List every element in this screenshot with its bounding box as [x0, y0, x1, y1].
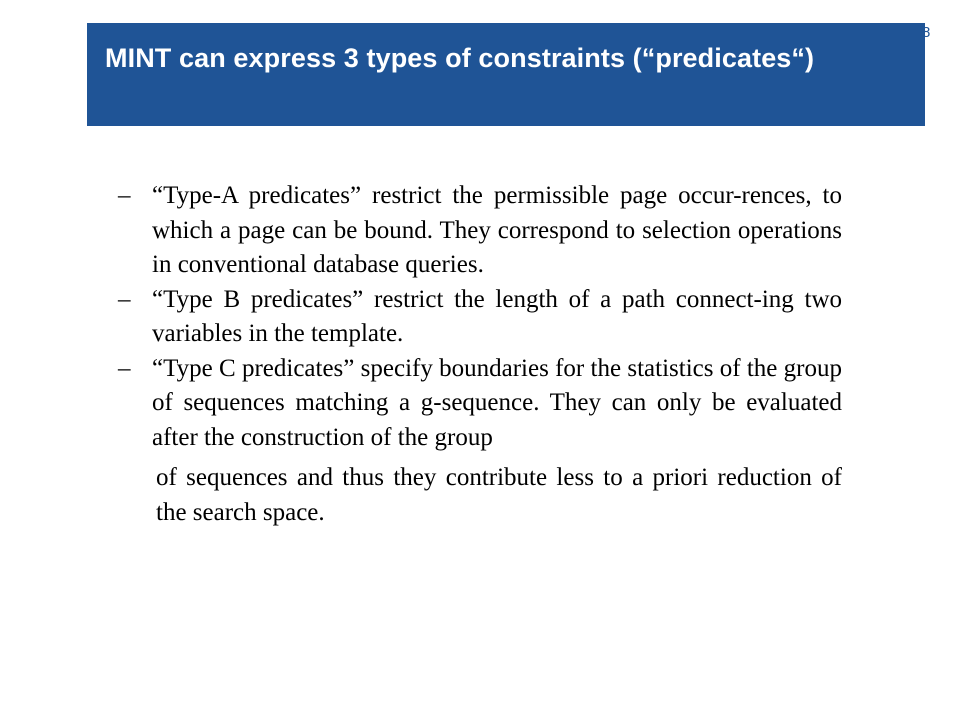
list-item-text: “Type C predicates” specify boundaries for the statistics of the group of sequences matching a g-sequence. They can only be evaluated after the construction of the group	[152, 354, 842, 451]
bullet-list	[118, 179, 842, 455]
slide-number: 8	[922, 24, 931, 41]
list-item-text: “Type-A predicates” restrict the permissible page occur-rences, to which a page can be bound. They correspond to selection operations in conventional database queries.	[152, 182, 842, 278]
bullet-dash: –	[118, 182, 131, 209]
list-item	[118, 352, 842, 456]
list-item-text: “Type B predicates” restrict the length of a path connect-ing two variables in the template.	[152, 285, 842, 347]
list-item	[118, 179, 842, 283]
slide-title: MINT can express 3 types of constraints (“predicates“)	[105, 43, 815, 73]
continuation-paragraph: of sequences and thus they contribute less to a priori reduction of the search space.	[156, 464, 842, 526]
bullet-dash: –	[118, 285, 131, 313]
bullet-dash: –	[118, 354, 131, 382]
title-bar	[87, 23, 925, 126]
list-item	[118, 283, 842, 352]
